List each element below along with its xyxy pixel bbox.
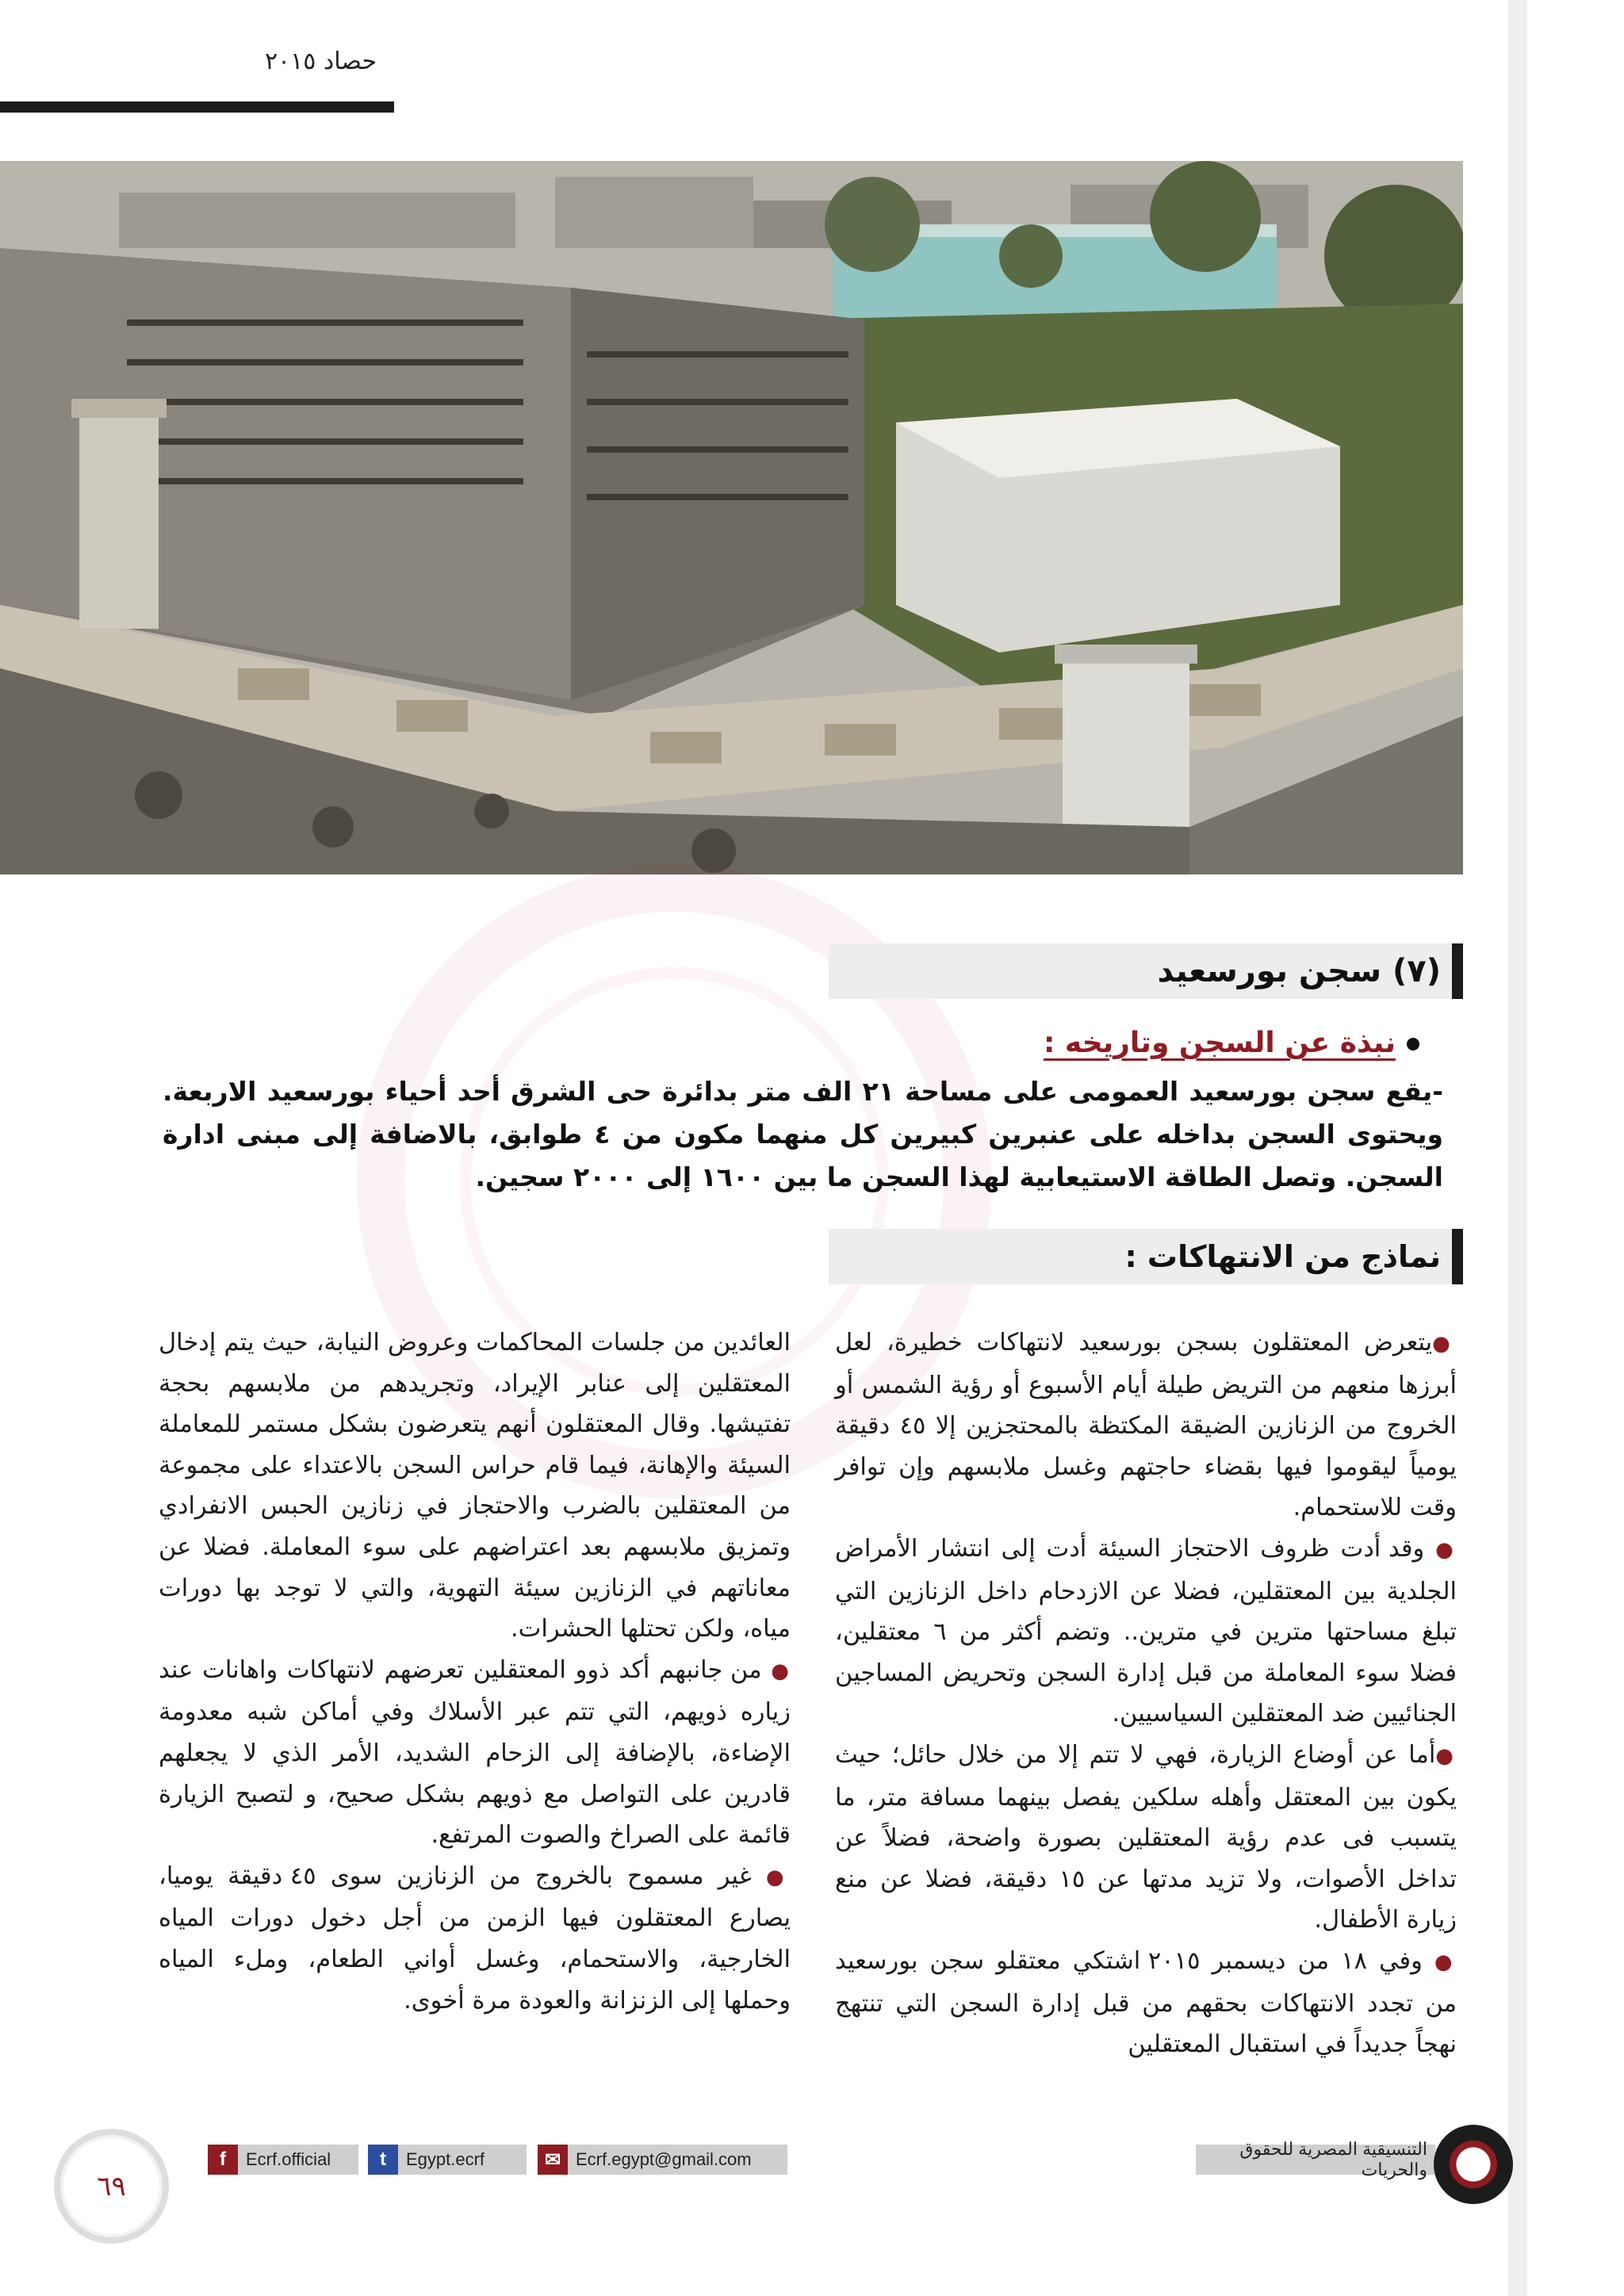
right-paragraph: ● وفي ١٨ من ديسمبر ٢٠١٥ اشتكي معتقلو سجن بورسعيد من تجدد الانتهاكات بحقهم من قبل إدارة السجن التي تنتهج نهجاً جديداً في استقبال المعتقلين — [835, 1946, 1457, 2059]
facebook-icon: f — [208, 2145, 238, 2175]
left-paragraph: ● غير مسموح بالخروج من الزنازين سوى ٤٥ دقيقة يوميا، يصارع المعتقلون فيها الزمن من أجل دخول دورات المياه الخارجية، والاستحمام، وغسل أواني الطعام، وملء المياه وحملها إلى الزنزانة والعودة مرة أخوى. — [159, 1862, 791, 2015]
page-number: ٦٩ — [97, 2170, 126, 2202]
page-header-title: حصاد ٢٠١٥ — [264, 48, 377, 75]
org-name: التنسيقية المصرية للحقوق والحريات — [1239, 2139, 1427, 2179]
org-logo-icon — [1434, 2125, 1513, 2204]
email-link[interactable] — [538, 2145, 787, 2175]
twitter-icon: t — [368, 2145, 398, 2175]
history-subheading-label: نبذة عن السجن وتاريخه : — [1043, 1027, 1396, 1059]
bullet-icon: ● — [1435, 1537, 1457, 1562]
right-paragraph: ●يتعرض المعتقلون بسجن بورسعيد لانتهاكات خطيرة، لعل أبرزها منعهم من التريض طيلة أيام الأسبوع أو رؤية الشمس أو الخروج من الزنازين الضيقة المكتظة بالمحتجزين إلا ٤٥ دقيقة يومياً ليقوموا فيها بقضاء حاجتهم وغسل ملابسهم وإن توافر وقت للاستحمام. — [835, 1329, 1457, 1522]
bullet-icon: ● — [1435, 1743, 1457, 1768]
prison-photo-illustration — [0, 161, 1463, 874]
email-address: Ecrf.egypt@gmail.com — [576, 2149, 752, 2169]
intro-paragraph: -يقع سجن بورسعيد العمومى على مساحة ٢١ الف متر بدائرة حى الشرق أحد أحياء بورسعيد الاربعة. ويحتوى السجن بداخله على عنبرين كبيرين كل منهما مكون من ٤ طوابق، بالاضافة إلى مبنى ادارة السجن. وتصل الطاقة الاستيعابية لهذا السجن ما بين ١٦٠٠ إلى ٢٠٠٠ سجين. — [163, 1076, 1444, 1192]
violations-title: نماذج من الانتهاكات : — [1124, 1239, 1441, 1274]
history-subheading — [872, 1027, 1419, 1059]
prison-photo — [0, 161, 1463, 874]
page-number-badge — [54, 2129, 169, 2244]
bullet-icon: ● — [771, 1659, 791, 1683]
header-rule — [0, 101, 394, 113]
bullet-icon: ● — [1434, 1950, 1457, 1974]
bullet-icon: ● — [1432, 1332, 1457, 1356]
bullet-icon — [1407, 1038, 1419, 1050]
facebook-link[interactable] — [208, 2145, 358, 2175]
twitter-handle: Egypt.ecrf — [406, 2149, 485, 2169]
section-title: (٧) سجن بورسعيد — [1157, 953, 1441, 989]
right-paragraph: ●أما عن أوضاع الزيارة، فهي لا تتم إلا من خلال حائل؛ حيث يكون بين المعتقل وأهله سلكين يفصل بينهما مسافة متر، ما يتسبب فى عدم رؤية المعتقلين بصورة واضحة، فضلاً عن تداخل الأصوات، ولا تزيد مدتها عن ١٥ دقيقة، فضلا عن منع زيارة الأطفال. — [835, 1740, 1457, 1934]
bullet-icon: ● — [765, 1865, 791, 1889]
twitter-link[interactable] — [368, 2145, 527, 2175]
left-paragraph: العائدين من جلسات المحاكمات وعروض النيابة، حيث يتم إدخال المعتقلين إلى عنابر الإيراد، وتجريدهم من ملابسهم بحجة تفتيشها. وقال المعتقلون أنهم يتعرضون بشكل مستمر للمعاملة السيئة والإهانة، فيما قام حراس السجن بالاعتداء على مجموعة من المعتقلين بالضرب والاحتجاز في زنازين الحبس الانفرادي وتمزيق ملابسهم بعد اعتراضهم على سوء المعاملة. فضلا عن معاناتهم في الزنازين سيئة التهوية، والتي لا توجد بها دورات مياه، ولكن تحتلها الحشرات. — [159, 1329, 791, 1644]
page-edge-strip — [1508, 0, 1527, 2296]
org-name-bar — [1196, 2139, 1435, 2179]
left-column — [159, 1322, 791, 2021]
section-title-bar — [829, 943, 1463, 999]
right-column — [835, 1322, 1457, 2065]
right-paragraph: ● وقد أدت ظروف الاحتجاز السيئة أدت إلى انتشار الأمراض الجلدية بين المعتقلين، فضلا عن الازدحام داخل الزنازين التي تبلغ مساحتها مترين في مترين.. وتضم أكثر من ٦ معتقلين، فضلا سوء المعاملة من قبل إدارة السجن وتحريض المساجين الجنائيين ضد المعتقلين السياسيين. — [835, 1534, 1457, 1728]
left-paragraph: ● من جانبهم أكد ذوو المعتقلين تعرضهم لانتهاكات واهانات عند زياره ذويهم، التي تتم عبر الأسلاك وفي أماكن شبه معدومة الإضاءة، بالإضافة إلى الزحام الشديد، الأمر الذي لا يجعلهم قادرين على التواصل مع ذويهم بشكل صحيح، و لتصبح الزيارة قائمة على الصراخ والصوت المرتفع. — [159, 1655, 791, 1850]
facebook-handle: Ecrf.official — [246, 2149, 331, 2169]
email-icon: ✉ — [538, 2145, 568, 2175]
violations-title-bar — [829, 1229, 1463, 1284]
